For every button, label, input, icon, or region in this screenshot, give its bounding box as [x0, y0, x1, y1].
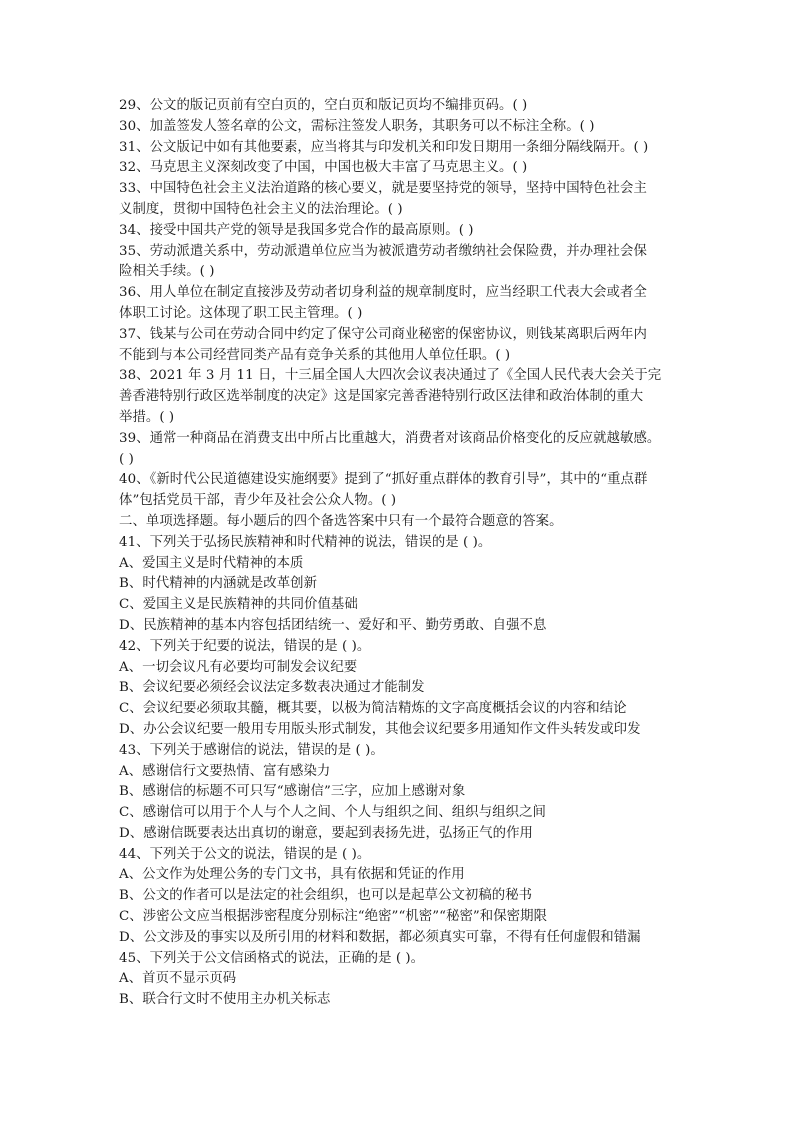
question-38-line-1: 38、2021 年 3 月 11 日，十三届全国人大四次会议表决通过了《全国人民代表大会关于完 [119, 368, 662, 384]
question-40-line-1: 40、《新时代公民道德建设实施纲要》提到了“抓好重点群体的教育引导”，其中的“重点群 [119, 472, 648, 488]
question-39-line-2: ( ) [119, 451, 134, 467]
question-44-option-d: D、公文涉及的事实以及所引用的材料和数据，都必须真实可靠，不得有任何虚假和错漏 [119, 929, 641, 945]
question-43-option-b: B、感谢信的标题不可只写“感谢信”三字，应加上感谢对象 [119, 784, 466, 800]
question-38-line-2: 善香港特别行政区选举制度的决定》这是国家完善香港特别行政区法律和政治体制的重大 [119, 389, 644, 405]
question-43-option-a: A、感谢信行文要热情、富有感染力 [119, 763, 331, 779]
question-45-option-a: A、首页不显示页码 [119, 971, 237, 987]
question-33-line-2: 义制度，贯彻中国特色社会主义的法治理论。( ) [119, 201, 403, 217]
question-35-line-1: 35、劳动派遣关系中，劳动派遣单位应当为被派遣劳动者缴纳社会保险费，并办理社会保 [119, 243, 647, 259]
question-30: 30、加盖签发人签名章的公文，需标注签发人职务，其职务可以不标注全称。( ) [119, 118, 595, 134]
question-36-line-1: 36、用人单位在制定直接涉及劳动者切身利益的规章制度时，应当经职工代表大会或者全 [119, 285, 647, 301]
question-37-line-1: 37、钱某与公司在劳动合同中约定了保守公司商业秘密的保密协议，则钱某离职后两年内 [119, 326, 647, 342]
question-31: 31、公文版记中如有其他要素，应当将其与印发机关和印发日期用一条细分隔线隔开。( ) [119, 139, 649, 155]
question-41-option-d: D、民族精神的基本内容包括团结统一、爱好和平、勤劳勇敢、自强不息 [119, 617, 547, 633]
question-45-option-b: B、联合行文时不使用主办机关标志 [119, 992, 331, 1008]
question-40-line-2: 体”包括党员干部，青少年及社会公众人物。( ) [119, 493, 397, 509]
question-32: 32、马克思主义深刻改变了中国，中国也极大丰富了马克思主义。( ) [119, 160, 528, 176]
question-35-line-2: 险相关手续。( ) [119, 264, 215, 280]
question-41-option-b: B、时代精神的内涵就是改革创新 [119, 576, 318, 592]
question-42-option-d: D、办公会议纪要一般用专用版头形式制发，其他会议纪要多用通知作文件头转发或印发 [119, 721, 641, 737]
question-42-option-c: C、会议纪要必须取其髓，概其要，以极为简洁精炼的文字高度概括会议的内容和结论 [119, 701, 627, 717]
question-41: 41、下列关于弘扬民族精神和时代精神的说法，错误的是 ( )。 [119, 534, 492, 550]
question-43: 43、下列关于感谢信的说法，错误的是 ( )。 [119, 742, 384, 758]
question-42: 42、下列关于纪要的说法，错误的是 ( )。 [119, 638, 371, 654]
question-39-line-1: 39、通常一种商品在消费支出中所占比重越大，消费者对该商品价格变化的反应就越敏感。 [119, 430, 661, 446]
question-43-option-d: D、感谢信既要表达出真切的谢意，要起到表扬先进，弘扬正气的作用 [119, 825, 534, 841]
question-43-option-c: C、感谢信可以用于个人与个人之间、个人与组织之间、组织与组织之间 [119, 805, 546, 821]
question-41-option-a: A、爱国主义是时代精神的本质 [119, 555, 304, 571]
question-45: 45、下列关于公文信函格式的说法，正确的是 ( )。 [119, 950, 425, 966]
question-33-line-1: 33、中国特色社会主义法治道路的核心要义，就是要坚持党的领导，坚持中国特色社会主 [119, 181, 647, 197]
question-44-option-b: B、公文的作者可以是法定的社会组织，也可以是起草公文初稿的秘书 [119, 888, 533, 904]
question-41-option-c: C、爱国主义是民族精神的共同价值基础 [119, 597, 358, 613]
question-44-option-c: C、涉密公文应当根据涉密程度分别标注“绝密”“机密”“秘密”和保密期限 [119, 909, 548, 925]
question-29: 29、公文的版记页前有空白页的，空白页和版记页均不编排页码。( ) [119, 98, 528, 113]
question-42-option-a: A、一切会议凡有必要均可制发会议纪要 [119, 659, 358, 675]
question-34: 34、接受中国共产党的领导是我国多党合作的最高原则。( ) [119, 222, 474, 238]
question-44: 44、下列关于公文的说法，错误的是 ( )。 [119, 846, 371, 862]
question-36-line-2: 体职工讨论。这体现了职工民主管理。( ) [119, 305, 363, 321]
question-37-line-2: 不能到与本公司经营同类产品有竞争关系的其他用人单位任职。( ) [119, 347, 511, 363]
question-42-option-b: B、会议纪要必须经会议法定多数表决通过才能制发 [119, 680, 425, 696]
question-44-option-a: A、公文作为处理公务的专门文书，具有依据和凭证的作用 [119, 867, 465, 883]
section-heading: 二、单项选择题。每小题后的四个备选答案中只有一个最符合题意的答案。 [119, 513, 563, 529]
question-38-line-3: 举措。( ) [119, 409, 175, 425]
document-body [119, 96, 679, 1011]
